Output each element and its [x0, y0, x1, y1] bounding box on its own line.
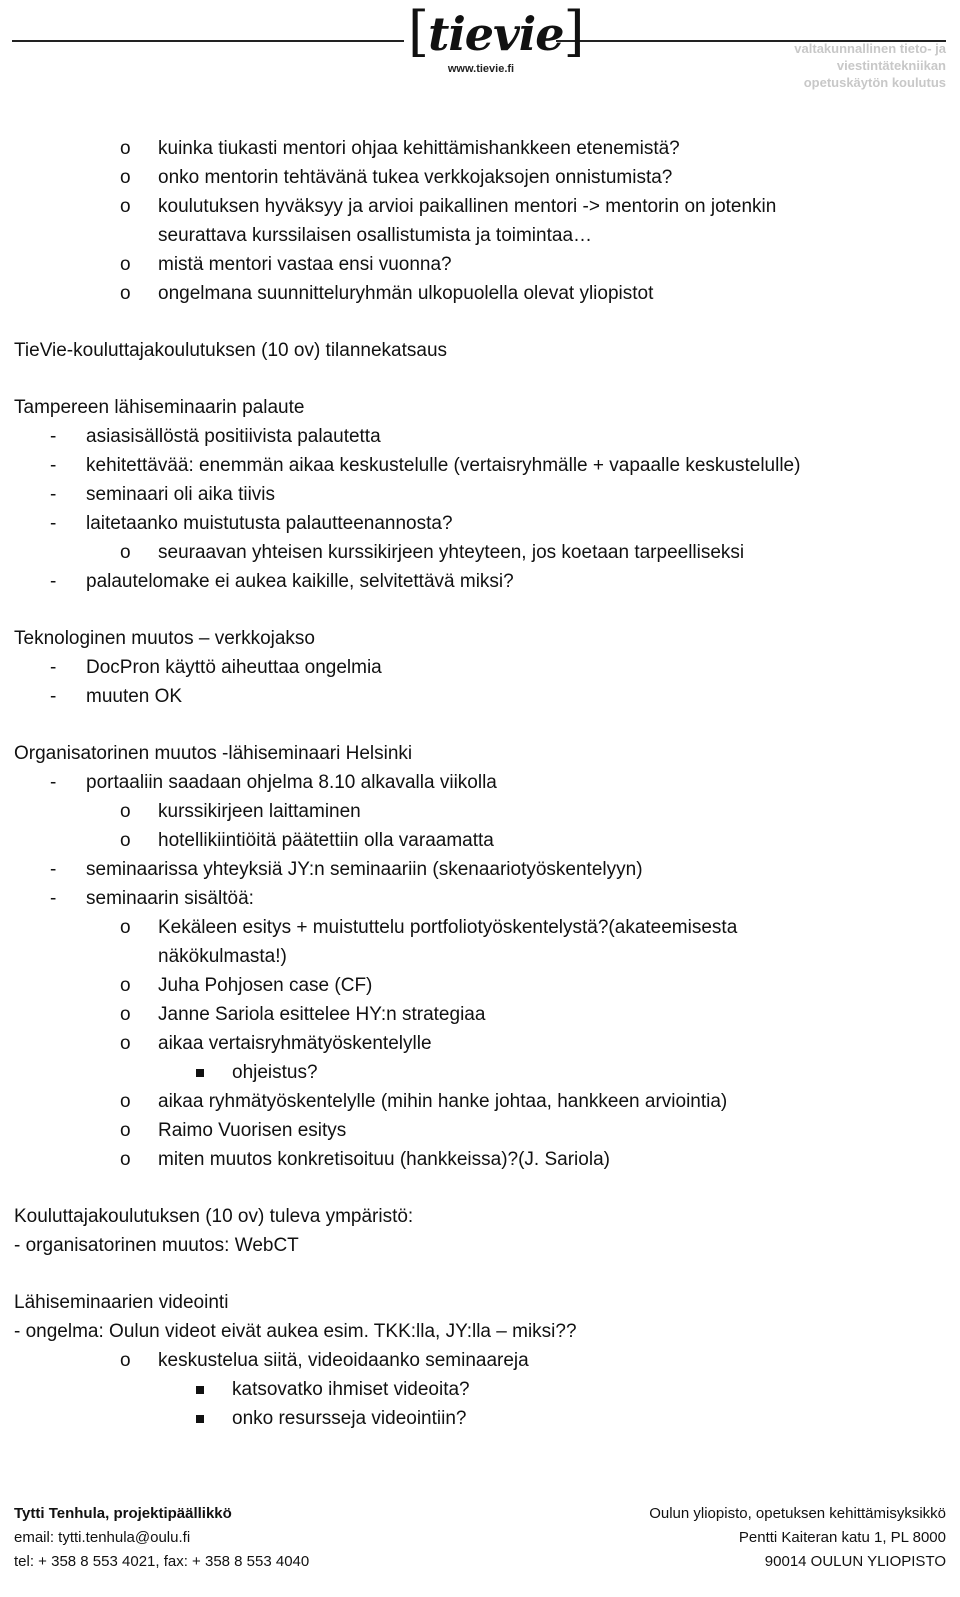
circle-bullet-icon: o [120, 1091, 131, 1112]
list-item [14, 1058, 944, 1087]
list-item [14, 422, 944, 451]
circle-bullet-icon: o [120, 542, 131, 563]
item-text: kurssikirjeen laittaminen [158, 801, 361, 822]
square-bullet-icon [196, 1375, 204, 1404]
page-footer [14, 1502, 946, 1574]
list-item [14, 682, 944, 711]
list-item [14, 1116, 944, 1145]
blank-line [14, 1174, 944, 1202]
list-item [14, 1375, 944, 1404]
logo-text: tievie [428, 7, 564, 61]
item-text: muuten OK [86, 686, 183, 707]
logo-url: www.tievie.fi [447, 63, 515, 75]
list-item [14, 971, 944, 1000]
blank-line [14, 365, 944, 393]
section-line [14, 1288, 944, 1317]
item-text: miten muutos konkretisoituu (hankkeissa)?(J. Sariola) [158, 1149, 610, 1170]
section-line [14, 336, 944, 365]
list-item [14, 1087, 944, 1116]
item-text: DocPron käyttö aiheuttaa ongelmia [86, 657, 382, 678]
footer-address: Pentti Kaiteran katu 1, PL 8000 [738, 1529, 946, 1546]
list-item [14, 1000, 944, 1029]
list-item [14, 797, 944, 826]
circle-bullet-icon: o [120, 1149, 131, 1170]
list-item [14, 163, 944, 192]
square-bullet-icon [196, 1404, 204, 1433]
circle-bullet-icon: o [120, 167, 131, 188]
dash-bullet-icon: - [50, 513, 57, 534]
list-item [14, 884, 944, 913]
square-bullet-icon [196, 1058, 204, 1087]
item-text: seminaarissa yhteyksiä JY:n seminaariin (skenaariotyöskentelyyn) [86, 859, 643, 880]
list-item [14, 567, 944, 596]
dash-bullet-icon: - [50, 484, 57, 505]
page-header [0, 0, 960, 95]
list-item [14, 480, 944, 509]
circle-bullet-icon: o [120, 283, 131, 304]
dash-bullet-icon: - [50, 426, 57, 447]
section-line [14, 624, 944, 653]
list-item [14, 538, 944, 567]
circle-bullet-icon: o [120, 975, 131, 996]
section-line [14, 393, 944, 422]
item-text: kehitettävää: enemmän aikaa keskustelulle (vertaisryhmälle + vapaalle keskustelulle) [86, 455, 801, 476]
list-item [14, 451, 944, 480]
item-text: seuraavan yhteisen kurssikirjeen yhteyteen, jos koetaan tarpeelliseksi [158, 542, 745, 563]
list-item [14, 1029, 944, 1058]
item-text: palautelomake ei aukea kaikille, selvitettävä miksi? [86, 571, 514, 592]
item-text: onko resursseja videointiin? [232, 1408, 467, 1429]
section-text: - organisatorinen muutos: WebCT [14, 1235, 299, 1256]
section-text: Teknologinen muutos – verkkojakso [14, 628, 316, 649]
circle-bullet-icon: o [120, 917, 131, 938]
dash-bullet-icon: - [50, 657, 57, 678]
blank-line [14, 596, 944, 624]
item-text: keskustelua siitä, videoidaanko seminaareja [158, 1350, 529, 1371]
list-item [14, 134, 944, 163]
tagline-line-3: opetuskäytön koulutus [803, 75, 946, 90]
item-text: Juha Pohjosen case (CF) [158, 975, 373, 996]
section-line [14, 1202, 944, 1231]
dash-bullet-icon: - [50, 772, 57, 793]
section-text: - ongelma: Oulun videot eivät aukea esim. TKK:lla, JY:lla – miksi?? [14, 1321, 577, 1342]
list-item [14, 1404, 944, 1433]
circle-bullet-icon: o [120, 254, 131, 275]
item-text: laitetaanko muistutusta palautteenannosta? [86, 513, 453, 534]
list-item [14, 192, 944, 221]
document-body [14, 134, 944, 1433]
item-text: ongelmana suunnitteluryhmän ulkopuolella olevat yliopistot [158, 283, 654, 304]
tagline-line-2: viestintätekniikan [836, 58, 946, 73]
tievie-logo: [tievie] www.tievie.fi [408, 0, 584, 75]
list-item [14, 913, 944, 942]
item-text: ohjeistus? [232, 1062, 318, 1083]
blank-line [14, 308, 944, 336]
header-rule-left [12, 40, 404, 42]
dash-bullet-icon: - [50, 888, 57, 909]
section-line [14, 1231, 944, 1260]
list-item [14, 768, 944, 797]
list-item [14, 250, 944, 279]
section-text: TieVie-kouluttajakoulutuksen (10 ov) tilannekatsaus [14, 340, 448, 361]
list-item [14, 509, 944, 538]
dash-bullet-icon: - [50, 686, 57, 707]
item-text: mistä mentori vastaa ensi vuonna? [158, 254, 452, 275]
item-text: asiasisällöstä positiivista palautetta [86, 426, 381, 447]
section-text: Tampereen lähiseminaarin palaute [14, 397, 305, 418]
circle-bullet-icon: o [120, 1033, 131, 1054]
footer-email: email: tytti.tenhula@oulu.fi [14, 1529, 191, 1546]
dash-bullet-icon: - [50, 859, 57, 880]
list-item [14, 1346, 944, 1375]
item-text: koulutuksen hyväksyy ja arvioi paikallinen mentori -> mentorin on jotenkin [158, 196, 777, 217]
list-item [14, 1145, 944, 1174]
item-text: onko mentorin tehtävänä tukea verkkojaksojen onnistumista? [158, 167, 673, 188]
item-text: näkökulmasta!) [158, 946, 287, 967]
circle-bullet-icon: o [120, 1004, 131, 1025]
circle-bullet-icon: o [120, 1120, 131, 1141]
footer-name: Tytti Tenhula, projektipäällikkö [14, 1505, 232, 1522]
section-text: Organisatorinen muutos -lähiseminaari Helsinki [14, 743, 413, 764]
dash-bullet-icon: - [50, 571, 57, 592]
section-text: Kouluttajakoulutuksen (10 ov) tuleva ympäristö: [14, 1206, 414, 1227]
item-text: portaaliin saadaan ohjelma 8.10 alkavalla viikolla [86, 772, 497, 793]
list-item [14, 279, 944, 308]
item-text: seminaari oli aika tiivis [86, 484, 276, 505]
header-tagline [726, 40, 946, 91]
item-text: Janne Sariola esittelee HY:n strategiaa [158, 1004, 486, 1025]
item-text: hotellikiintiöitä päätettiin olla varaamatta [158, 830, 494, 851]
tagline-line-1: valtakunnallinen tieto- ja [794, 41, 946, 56]
item-text: Kekäleen esitys + muistuttelu portfoliotyöskentelystä?(akateemisesta [158, 917, 738, 938]
item-text: katsovatko ihmiset videoita? [232, 1379, 470, 1400]
item-text: kuinka tiukasti mentori ohjaa kehittämishankkeen etenemistä? [158, 138, 680, 159]
circle-bullet-icon: o [120, 138, 131, 159]
list-item [14, 221, 944, 250]
footer-phone: tel: + 358 8 553 4021, fax: + 358 8 553 4040 [14, 1553, 310, 1570]
item-text: seurattava kurssilaisen osallistumista ja toimintaa… [158, 225, 593, 246]
item-text: Raimo Vuorisen esitys [158, 1120, 347, 1141]
dash-bullet-icon: - [50, 455, 57, 476]
circle-bullet-icon: o [120, 801, 131, 822]
list-item [14, 855, 944, 884]
list-item [14, 826, 944, 855]
blank-line [14, 1260, 944, 1288]
footer-org: Oulun yliopisto, opetuksen kehittämisyksikkö [649, 1505, 946, 1522]
circle-bullet-icon: o [120, 830, 131, 851]
section-text: Lähiseminaarien videointi [14, 1292, 229, 1313]
item-text: aikaa vertaisryhmätyöskentelylle [158, 1033, 432, 1054]
item-text: seminaarin sisältöä: [86, 888, 254, 909]
blank-line [14, 711, 944, 739]
list-item [14, 942, 944, 971]
list-item [14, 653, 944, 682]
section-line [14, 1317, 944, 1346]
item-text: aikaa ryhmätyöskentelylle (mihin hanke johtaa, hankkeen arviointia) [158, 1091, 728, 1112]
section-line [14, 739, 944, 768]
circle-bullet-icon: o [120, 1350, 131, 1371]
circle-bullet-icon: o [120, 196, 131, 217]
footer-city: 90014 OULUN YLIOPISTO [764, 1553, 946, 1570]
